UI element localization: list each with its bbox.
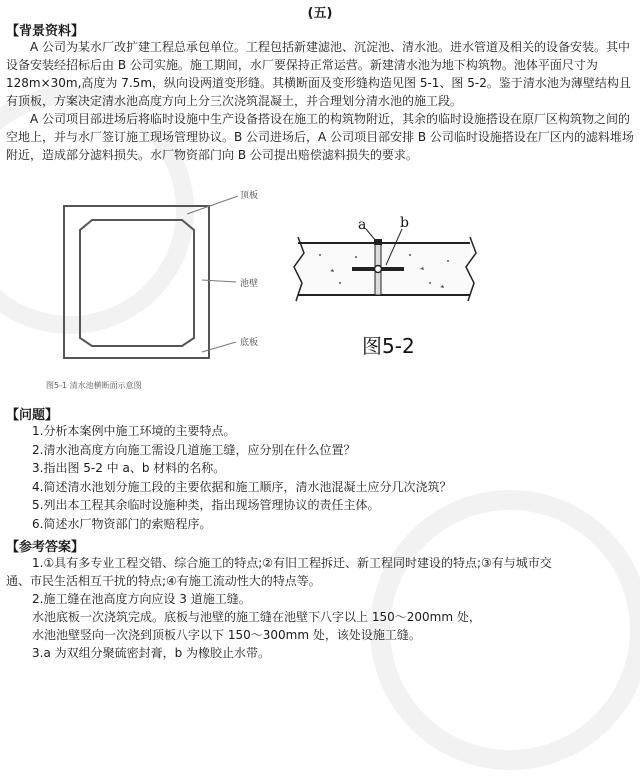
question-item: 5.列出本工程其余临时设施种类，指出现场管理协议的责任主体。 [32,498,380,512]
question-item: 2.清水池高度方向施工需设几道施工缝，应分别在什么位置？ [32,442,356,457]
background-text [6,38,634,164]
answer-1-line-2: 通、市民生活相互干扰的特点;④有施工流动性大的特点等。 [6,574,321,588]
cross-section-diagram [42,190,282,400]
question-item: 1.分析本案例中施工环境的主要特点。 [32,424,236,438]
deformation-joint-diagram [290,205,485,370]
answers-heading: 【参考答案】 [6,540,85,555]
figure-5-1 [42,190,282,400]
answer-3-line-1: 3.a 为双组分聚硫密封膏，b 为橡胶止水带。 [32,646,271,660]
question-item: 4.简述清水池划分施工段的主要依据和施工顺序，清水池混凝土应分几次浇筑？ [32,479,452,494]
background-paragraph-1: A 公司为某水厂改扩建工程总承包单位。工程包括新建滤池、沉淀池、清水池。进水管道及相关的设备安装。其中设备安装经招标后由 B 公司实施。施工期间，水厂要保持正常运营。新建清水池为地下构筑物。池体平面尺寸为 128m×30m,高度为 7.5m，纵向设两道变形缝。其横断面及变形缝构造见图 5-1、图 5-2。鉴于清水池为薄壁结构且有顶板，方案决定清水池高度方向上分三次浇筑混凝土，并合理划分清水池的施工段。 [6,40,631,108]
figure-5-1-caption: 图5-1 清水池横断面示意图 [46,381,142,390]
label-a: a [358,217,367,233]
section-title: (五) [307,6,333,21]
answer-2-line-2: 水池底板一次浇筑完成。底板与池壁的施工缝在池壁下八字以上 150～200mm 处， [32,610,481,624]
label-bottom-slab: 底板 [240,338,259,348]
question-list [32,422,632,533]
background-paragraph-2: A 公司项目部进场后将临时设施中生产设备搭设在施工的构筑物附近，其余的临时设施搭设在原厂区构筑物之间的空地上，并与水厂签订施工现场管理协议。B 公司进场后，A 公司项目部安排 B 公司临时设施搭设在厂区内的滤料堆场附近，造成部分滤料损失。水厂物资部门向 B 公司提出赔偿滤料损失的要求。 [6,112,634,162]
answer-2-line-3: 水池池壁竖向一次浇到顶板八字以下 150～300mm 处，该处设施工缝。 [32,628,421,642]
figure-5-2 [290,205,485,370]
answer-list [6,554,636,662]
question-item: 6.简述水厂物资部门的索赔程序。 [32,516,212,531]
figure-5-2-caption: 图5-2 [362,334,415,358]
question-item: 3.指出图 5-2 中 a、b 材料的名称。 [32,461,226,475]
label-top-slab: 顶板 [240,191,259,201]
answer-1-line-1: 1.①具有多专业工程交错、综合施工的特点;②有旧工程拆迁、新工程同时建设的特点;③有与城市交 [32,556,552,570]
label-pool-wall: 池壁 [240,279,259,289]
label-b: b [400,215,409,231]
questions-heading: 【问题】 [6,408,59,423]
background-heading: 【背景资料】 [6,24,85,39]
answer-2-line-1: 2.施工缝在池高度方向应设 3 道施工缝。 [32,592,251,606]
